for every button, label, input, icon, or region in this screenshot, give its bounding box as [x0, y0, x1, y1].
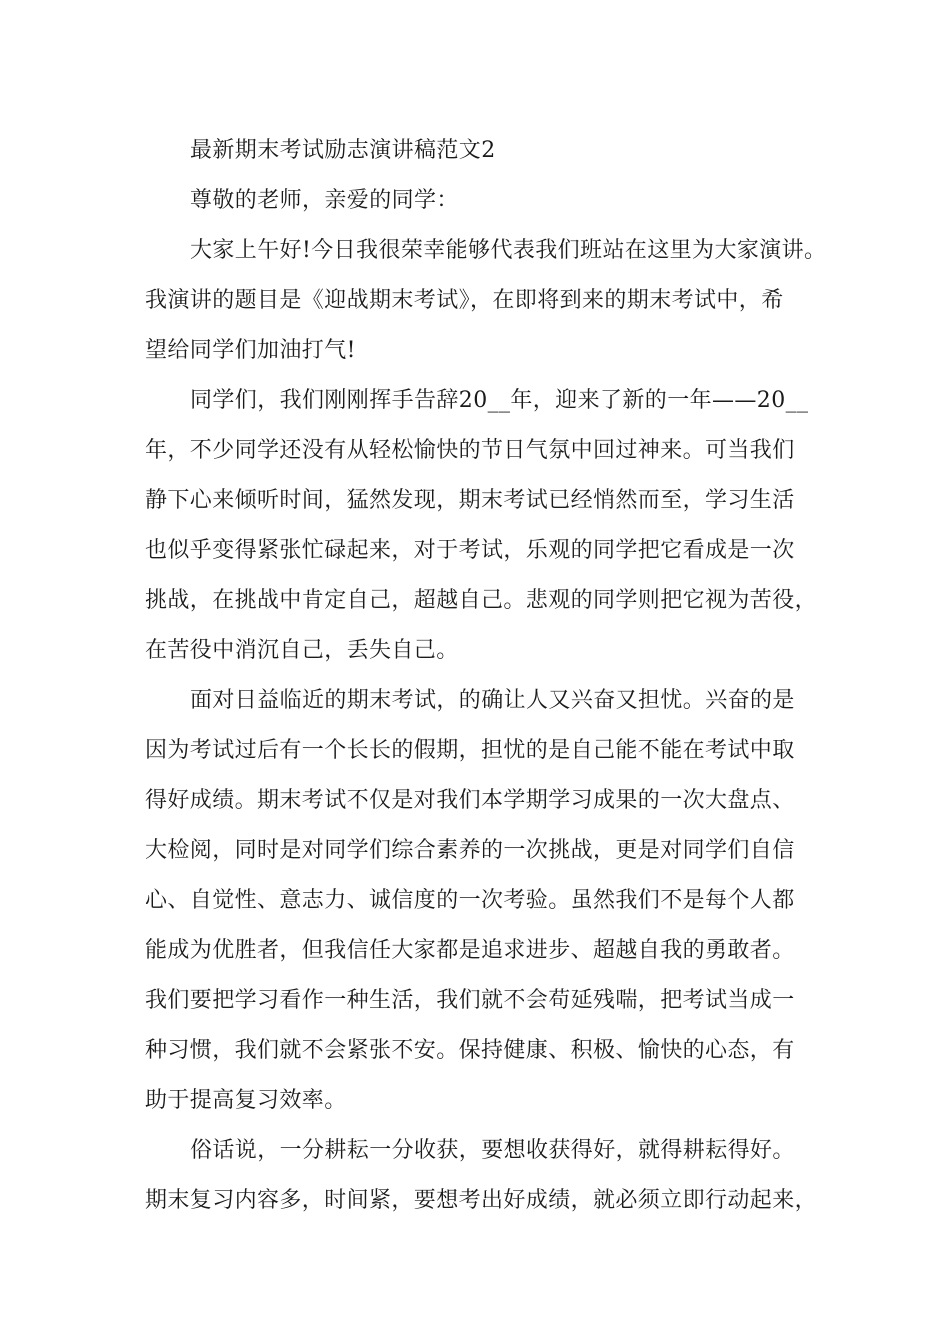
greeting-line: 尊敬的老师，亲爱的同学： [190, 188, 459, 213]
paragraph-3-line-8: 种习惯，我们就不会紧张不安。保持健康、积极、愉快的心态，有 [145, 1038, 795, 1063]
paragraph-2-line-4: 也似乎变得紧张忙碌起来，对于考试，乐观的同学把它看成是一次 [145, 538, 795, 563]
paragraph-1-line-1: 大家上午好!今日我很荣幸能够代表我们班站在这里为大家演讲。 [190, 238, 827, 263]
paragraph-2-line-5: 挑战，在挑战中肯定自己，超越自己。悲观的同学则把它视为苦役， [145, 588, 818, 613]
paragraph-3-line-2: 因为考试过后有一个长长的假期，担忧的是自己能不能在考试中取 [145, 738, 795, 763]
paragraph-4-line-1: 俗话说，一分耕耘一分收获，要想收获得好，就得耕耘得好。 [190, 1138, 795, 1163]
paragraph-2-line-6: 在苦役中消沉自己，丢失自己。 [145, 638, 459, 663]
paragraph-3-line-5: 心、自觉性、意志力、诚信度的一次考验。虽然我们不是每个人都 [145, 888, 795, 913]
paragraph-3-line-1: 面对日益临近的期末考试，的确让人又兴奋又担忧。兴奋的是 [190, 688, 795, 713]
paragraph-2-line-3: 静下心来倾听时间，猛然发现，期末考试已经悄然而至，学习生活 [145, 488, 795, 513]
paragraph-3-line-4: 大检阅，同时是对同学们综合素养的一次挑战，更是对同学们自信 [145, 838, 795, 863]
paragraph-3-line-7: 我们要把学习看作一种生活，我们就不会苟延残喘，把考试当成一 [145, 988, 795, 1013]
paragraph-2-line-1: 同学们，我们刚刚挥手告辞20__年，迎来了新的一年——20__ [190, 388, 809, 413]
paragraph-3-line-9: 助于提高复习效率。 [145, 1088, 347, 1113]
paragraph-4-line-2: 期末复习内容多，时间紧，要想考出好成绩，就必须立即行动起来， [145, 1188, 818, 1213]
paragraph-3-line-3: 得好成绩。期末考试不仅是对我们本学期学习成果的一次大盘点、 [145, 788, 795, 813]
paragraph-1-line-3: 望给同学们加油打气! [145, 338, 356, 363]
paragraph-1-line-2: 我演讲的题目是《迎战期末考试》，在即将到来的期末考试中，希 [145, 288, 784, 313]
document-title: 最新期末考试励志演讲稿范文2 [190, 138, 496, 163]
paragraph-3-line-6: 能成为优胜者，但我信任大家都是追求进步、超越自我的勇敢者。 [145, 938, 795, 963]
paragraph-2-line-2: 年，不少同学还没有从轻松愉快的节日气氛中回过神来。可当我们 [145, 438, 795, 463]
